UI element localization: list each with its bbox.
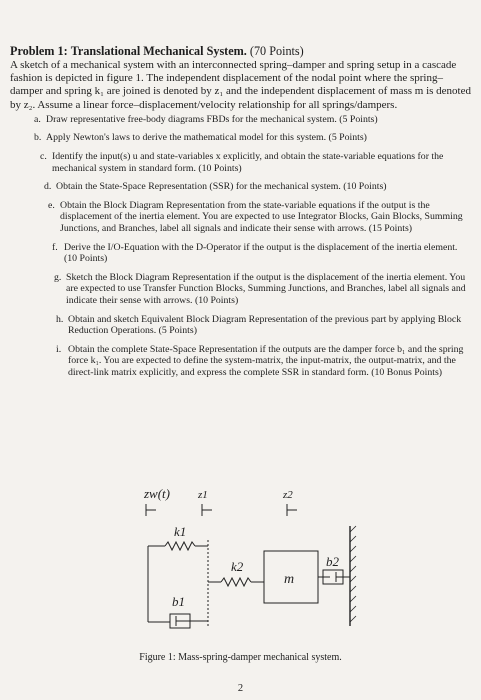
problem-title: Translational Mechanical System. [70, 44, 247, 58]
task-label: i. [56, 343, 62, 355]
task-text: Obtain and sketch Equivalent Block Diagram Representation of the previous part by applying Block Reduction Operations. (5 Points) [68, 313, 462, 337]
task-text: Identify the input(s) u and state-variables x explicitly, and obtain the state-variable equations for the mechanical system in standard form. (10 Points) [52, 151, 444, 174]
task-label: e. [48, 199, 55, 211]
label-m: m [284, 572, 295, 587]
problem-points: (70 Points) [249, 44, 304, 58]
task-label: f. [52, 241, 58, 253]
task-text: Obtain the State-Space Representation (SSR) for the mechanical system. (10 Points) [56, 181, 387, 193]
problem-intro: A sketch of a mechanical system with an interconnected spring–damper and spring setup in a cascade fashion is depicted in figure 1. The independent displacement of the nodal point where the spring–damper and spring k₁ are joined is denoted by z₁ and the independent displacement of mass m is denoted by z₂. Assume a linear force–displacement/velocity relationship for all springs/dampers. [10, 59, 471, 111]
label-z1: z1 [198, 489, 208, 501]
label-b2: b2 [326, 554, 339, 569]
task-text: Sketch the Block Diagram Representation if the output is the displacement of the inertia element. You are expected to use Transfer Function Blocks, Summing Junctions, and Branches, label all signals and indicate their sense with arrows. (10 Points) [66, 271, 466, 306]
label-zw: zw(t) [144, 486, 170, 501]
label-k2: k2 [231, 559, 244, 574]
task-label: a. [34, 113, 41, 125]
task-label: b. [34, 132, 42, 144]
task-text: Apply Newton's laws to derive the mathematical model for this system. (5 Points) [46, 132, 367, 144]
task-label: d. [44, 181, 52, 193]
task-label: g. [54, 271, 62, 283]
task-text: Obtain the Block Diagram Representation from the state-variable equations if the output is the displacement of the inertia element. You are expected to use Integrator Blocks, Gain Blocks, Summing Junctions, and Branches, label all signals and indicate their sense with arrows. (15 Points) [60, 199, 463, 234]
label-z2: z2 [283, 489, 293, 501]
label-b1: b1 [172, 594, 185, 609]
page-number: 2 [237, 683, 244, 694]
problem-number: Problem 1: [10, 44, 68, 58]
task-text: Obtain the complete State-Space Representation if the outputs are the damper force b₁ and the spring force k₁. You are expected to define the system-matrix, the input-matrix, the output-matrix, and the direct-link matrix explicitly, and express the complete SSR in standard form. (10 Bonus Points) [68, 343, 464, 378]
figure-caption: Figure 1: Mass-spring-damper mechanical system. [139, 652, 342, 663]
task-text: Draw representative free-body diagrams FBDs for the mechanical system. (5 Points) [46, 113, 378, 125]
task-label: c. [40, 151, 47, 162]
label-k1: k1 [174, 524, 187, 539]
task-label: h. [56, 313, 64, 325]
task-text: Derive the I/O-Equation with the D-Operator if the output is the displacement of the inertia element. (10 Points) [64, 241, 458, 265]
